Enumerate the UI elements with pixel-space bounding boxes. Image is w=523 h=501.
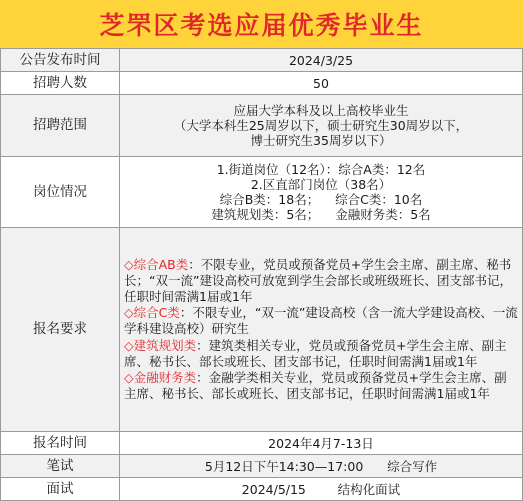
- requirement-category: 建筑规划类: [133, 337, 197, 353]
- table-row: [1, 72, 523, 95]
- row-label-count: 招聘人数: [1, 72, 120, 95]
- row-value-written: 5月12日下午14:30—17:00 综合写作: [120, 455, 523, 478]
- row-label-requirements: 报名要求: [1, 228, 120, 432]
- row-label-registration: 报名时间: [1, 432, 120, 455]
- diamond-icon: ◇: [124, 256, 134, 272]
- row-label-written: 笔试: [1, 455, 120, 478]
- requirement-text: ：不限专业，“双一流”建设高校（含一流大学建设高校、一流学科建设高校）研究生: [124, 305, 518, 337]
- row-value-requirements: [120, 228, 523, 432]
- range-line: （大学本科生25周岁以下，硕士研究生30周岁以下，: [173, 118, 469, 133]
- page-title: 芝罘区考选应届优秀毕业生: [0, 0, 523, 48]
- position-line: 建筑规划类：5名； 金融财务类：5名: [211, 207, 431, 222]
- row-label-interview: 面试: [1, 478, 120, 501]
- requirement-category: 金融财务类: [133, 370, 197, 385]
- requirement-item: [124, 370, 518, 402]
- position-line: 2.区直部门岗位（38名）: [250, 177, 392, 192]
- table-row: [1, 95, 523, 157]
- info-table: [0, 48, 523, 501]
- requirement-category: 综合C类: [133, 305, 180, 321]
- table-row: [1, 478, 523, 501]
- row-value-range: [120, 95, 523, 157]
- diamond-icon: ◇: [124, 337, 134, 353]
- requirement-text: ：金融学类相关专业，党员或预备党员+学生会主席、副主席、秘书长、部长或班长、团支部书记，任职时间需满1届或1年: [124, 370, 507, 402]
- position-line: 1.街道岗位（12名）：综合A类：12名: [216, 162, 426, 177]
- row-value-interview: 2024/5/15 结构化面试: [120, 478, 523, 501]
- table-row: [1, 432, 523, 455]
- row-label-range: 招聘范围: [1, 95, 120, 157]
- table-row: [1, 455, 523, 478]
- requirement-item: [124, 338, 518, 370]
- diamond-icon: ◇: [124, 370, 134, 385]
- row-label-announce: 公告发布时间: [1, 49, 120, 72]
- range-line: 博士研究生35周岁以下）: [250, 133, 392, 148]
- row-value-count: 50: [120, 72, 523, 95]
- table-row: [1, 228, 523, 432]
- requirement-text: ：建筑类相关专业，党员或预备党员+学生会主席、副主席、秘书长、部长或班长、团支部书记，任职时间需满1届或1年: [124, 337, 507, 369]
- position-line: 综合B类：18名； 综合C类：10名: [219, 192, 423, 207]
- row-value-announce: 2024/3/25: [120, 49, 523, 72]
- row-value-registration: 2024年4月7-13日: [120, 432, 523, 455]
- range-line: 应届大学本科及以上高校毕业生: [233, 103, 409, 118]
- table-row: [1, 157, 523, 228]
- requirement-item: [124, 305, 518, 337]
- row-label-positions: 岗位情况: [1, 157, 120, 228]
- table-row: [1, 49, 523, 72]
- requirement-item: [124, 257, 518, 306]
- row-value-positions: [120, 157, 523, 228]
- diamond-icon: ◇: [124, 305, 134, 321]
- requirement-category: 综合AB类: [133, 256, 189, 272]
- requirement-text: ：不限专业，党员或预备党员+学生会主席、副主席、秘书长；“双一流”建设高校可放宽到学生会部长或班级班长、团支部书记，任职时间需满1届或1年: [124, 256, 512, 304]
